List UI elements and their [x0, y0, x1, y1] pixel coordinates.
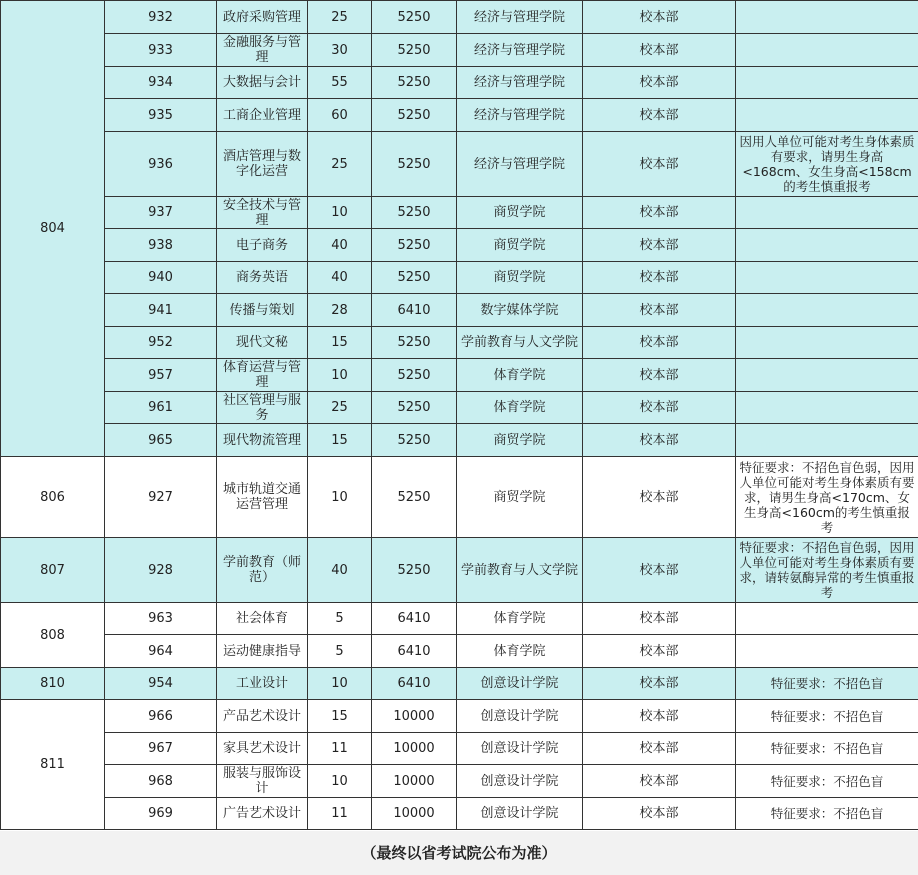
table-row	[1, 668, 918, 700]
major-code: 963	[105, 603, 217, 635]
table-row	[1, 99, 918, 132]
campus: 校本部	[583, 457, 736, 538]
major-code: 927	[105, 457, 217, 538]
college: 经济与管理学院	[457, 34, 583, 67]
campus: 校本部	[583, 359, 736, 392]
plan-count: 5	[308, 635, 372, 668]
table-row	[1, 635, 918, 668]
campus: 校本部	[583, 392, 736, 424]
plan-count: 5	[308, 603, 372, 635]
major-name: 社会体育	[217, 603, 308, 635]
tuition-fee: 10000	[372, 798, 457, 830]
table-row	[1, 262, 918, 294]
campus: 校本部	[583, 294, 736, 327]
college: 创意设计学院	[457, 765, 583, 798]
major-name: 产品艺术设计	[217, 700, 308, 733]
plan-count: 40	[308, 538, 372, 603]
college: 商贸学院	[457, 262, 583, 294]
table-row	[1, 1, 918, 34]
major-name: 电子商务	[217, 229, 308, 262]
note	[736, 327, 918, 359]
plan-count: 10	[308, 457, 372, 538]
major-code: 967	[105, 733, 217, 765]
campus: 校本部	[583, 34, 736, 67]
note	[736, 262, 918, 294]
major-code: 952	[105, 327, 217, 359]
tuition-fee: 5250	[372, 197, 457, 229]
tuition-fee: 5250	[372, 262, 457, 294]
table-row	[1, 538, 918, 603]
plan-count: 30	[308, 34, 372, 67]
plan-count: 15	[308, 327, 372, 359]
note: 特征要求：不招色盲色弱，因用人单位可能对考生身体素质有要求，请男生身高<170cm、女生身高<160cm的考生慎重报考	[736, 457, 918, 538]
note: 特征要求：不招色盲	[736, 798, 918, 830]
major-code: 935	[105, 99, 217, 132]
plan-count: 10	[308, 668, 372, 700]
note	[736, 197, 918, 229]
campus: 校本部	[583, 538, 736, 603]
campus: 校本部	[583, 99, 736, 132]
table-row	[1, 700, 918, 733]
tuition-fee: 5250	[372, 1, 457, 34]
note	[736, 635, 918, 668]
major-code: 969	[105, 798, 217, 830]
note	[736, 392, 918, 424]
note	[736, 99, 918, 132]
note	[736, 424, 918, 457]
campus: 校本部	[583, 229, 736, 262]
campus: 校本部	[583, 262, 736, 294]
note: 特征要求：不招色盲	[736, 733, 918, 765]
group-code: 811	[1, 700, 105, 830]
table-row	[1, 603, 918, 635]
plan-count: 25	[308, 1, 372, 34]
college: 商贸学院	[457, 229, 583, 262]
note	[736, 294, 918, 327]
college: 体育学院	[457, 635, 583, 668]
tuition-fee: 5250	[372, 327, 457, 359]
tuition-fee: 5250	[372, 457, 457, 538]
table-row	[1, 67, 918, 99]
major-name: 政府采购管理	[217, 1, 308, 34]
major-code: 966	[105, 700, 217, 733]
campus: 校本部	[583, 132, 736, 197]
tuition-fee: 6410	[372, 668, 457, 700]
plan-count: 15	[308, 424, 372, 457]
major-name: 家具艺术设计	[217, 733, 308, 765]
plan-count: 28	[308, 294, 372, 327]
table-row	[1, 424, 918, 457]
tuition-fee: 5250	[372, 67, 457, 99]
note: 特征要求：不招色盲	[736, 668, 918, 700]
plan-count: 25	[308, 392, 372, 424]
campus: 校本部	[583, 635, 736, 668]
footer-note: （最终以省考试院公布为准）	[0, 831, 918, 875]
plan-count: 40	[308, 262, 372, 294]
table-row	[1, 229, 918, 262]
college: 学前教育与人文学院	[457, 538, 583, 603]
major-name: 现代文秘	[217, 327, 308, 359]
tuition-fee: 5250	[372, 34, 457, 67]
major-name: 大数据与会计	[217, 67, 308, 99]
tuition-fee: 5250	[372, 424, 457, 457]
campus: 校本部	[583, 424, 736, 457]
plan-count: 11	[308, 733, 372, 765]
major-name: 工业设计	[217, 668, 308, 700]
note	[736, 229, 918, 262]
group-code: 808	[1, 603, 105, 668]
major-code: 932	[105, 1, 217, 34]
campus: 校本部	[583, 700, 736, 733]
campus: 校本部	[583, 603, 736, 635]
college: 学前教育与人文学院	[457, 327, 583, 359]
plan-count: 55	[308, 67, 372, 99]
college: 经济与管理学院	[457, 1, 583, 34]
college: 商贸学院	[457, 424, 583, 457]
college: 体育学院	[457, 359, 583, 392]
note: 因用人单位可能对考生身体素质有要求，请男生身高<168cm、女生身高<158cm的考生慎重报考	[736, 132, 918, 197]
tuition-fee: 5250	[372, 132, 457, 197]
major-code: 936	[105, 132, 217, 197]
note	[736, 34, 918, 67]
plan-count: 10	[308, 197, 372, 229]
plan-count: 15	[308, 700, 372, 733]
campus: 校本部	[583, 197, 736, 229]
major-name: 酒店管理与数字化运营	[217, 132, 308, 197]
plan-count: 25	[308, 132, 372, 197]
major-name: 传播与策划	[217, 294, 308, 327]
major-code: 937	[105, 197, 217, 229]
table-row	[1, 392, 918, 424]
college: 经济与管理学院	[457, 67, 583, 99]
college: 创意设计学院	[457, 700, 583, 733]
table-row	[1, 34, 918, 67]
plan-count: 10	[308, 765, 372, 798]
table-row	[1, 327, 918, 359]
tuition-fee: 5250	[372, 359, 457, 392]
college: 创意设计学院	[457, 733, 583, 765]
campus: 校本部	[583, 765, 736, 798]
major-name: 体育运营与管理	[217, 359, 308, 392]
tuition-fee: 10000	[372, 765, 457, 798]
major-code: 940	[105, 262, 217, 294]
plan-count: 10	[308, 359, 372, 392]
plan-count: 11	[308, 798, 372, 830]
note: 特征要求：不招色盲	[736, 765, 918, 798]
campus: 校本部	[583, 1, 736, 34]
note	[736, 1, 918, 34]
major-name: 学前教育（师范）	[217, 538, 308, 603]
table-row	[1, 359, 918, 392]
major-name: 金融服务与管理	[217, 34, 308, 67]
note	[736, 67, 918, 99]
tuition-fee: 6410	[372, 294, 457, 327]
college: 商贸学院	[457, 197, 583, 229]
tuition-fee: 10000	[372, 733, 457, 765]
table-row	[1, 132, 918, 197]
table-row	[1, 765, 918, 798]
campus: 校本部	[583, 668, 736, 700]
tuition-fee: 5250	[372, 538, 457, 603]
major-code: 934	[105, 67, 217, 99]
college: 经济与管理学院	[457, 99, 583, 132]
plan-count: 40	[308, 229, 372, 262]
tuition-fee: 6410	[372, 603, 457, 635]
note: 特征要求：不招色盲色弱，因用人单位可能对考生身体素质有要求，请转氨酶异常的考生慎重报考	[736, 538, 918, 603]
note: 特征要求：不招色盲	[736, 700, 918, 733]
college: 商贸学院	[457, 457, 583, 538]
group-code: 810	[1, 668, 105, 700]
table-row	[1, 733, 918, 765]
tuition-fee: 10000	[372, 700, 457, 733]
table-row	[1, 197, 918, 229]
major-name: 安全技术与管理	[217, 197, 308, 229]
college: 体育学院	[457, 392, 583, 424]
major-code: 928	[105, 538, 217, 603]
major-code: 961	[105, 392, 217, 424]
group-code: 806	[1, 457, 105, 538]
major-code: 941	[105, 294, 217, 327]
college: 经济与管理学院	[457, 132, 583, 197]
college: 数字媒体学院	[457, 294, 583, 327]
major-code: 957	[105, 359, 217, 392]
table-row	[1, 457, 918, 538]
plan-count: 60	[308, 99, 372, 132]
major-code: 964	[105, 635, 217, 668]
note	[736, 603, 918, 635]
major-code: 968	[105, 765, 217, 798]
major-name: 城市轨道交通运营管理	[217, 457, 308, 538]
table-row	[1, 294, 918, 327]
major-name: 服装与服饰设计	[217, 765, 308, 798]
major-code: 933	[105, 34, 217, 67]
major-name: 现代物流管理	[217, 424, 308, 457]
college: 创意设计学院	[457, 668, 583, 700]
major-name: 运动健康指导	[217, 635, 308, 668]
note	[736, 359, 918, 392]
major-code: 965	[105, 424, 217, 457]
campus: 校本部	[583, 67, 736, 99]
major-code: 954	[105, 668, 217, 700]
major-name: 广告艺术设计	[217, 798, 308, 830]
group-code: 804	[1, 1, 105, 457]
tuition-fee: 5250	[372, 99, 457, 132]
college: 创意设计学院	[457, 798, 583, 830]
major-name: 社区管理与服务	[217, 392, 308, 424]
major-name: 工商企业管理	[217, 99, 308, 132]
campus: 校本部	[583, 798, 736, 830]
major-code: 938	[105, 229, 217, 262]
tuition-fee: 6410	[372, 635, 457, 668]
group-code: 807	[1, 538, 105, 603]
campus: 校本部	[583, 327, 736, 359]
major-name: 商务英语	[217, 262, 308, 294]
tuition-fee: 5250	[372, 229, 457, 262]
table-row	[1, 798, 918, 830]
college: 体育学院	[457, 603, 583, 635]
tuition-fee: 5250	[372, 392, 457, 424]
campus: 校本部	[583, 733, 736, 765]
